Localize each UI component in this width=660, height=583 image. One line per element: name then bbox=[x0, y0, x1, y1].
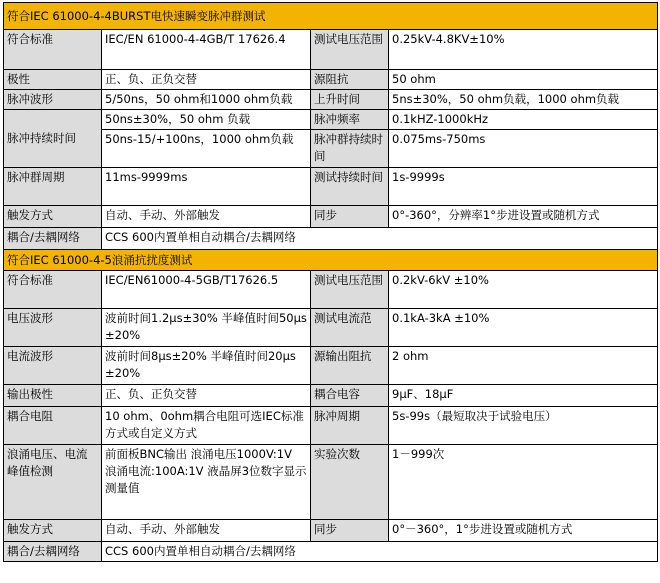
table-row bbox=[4, 206, 658, 228]
table-row bbox=[4, 110, 658, 130]
table-row bbox=[4, 445, 658, 520]
row-value: 自动、手动、外部触发 bbox=[102, 520, 311, 542]
table-row bbox=[4, 90, 658, 110]
row-label: 触发方式 bbox=[4, 520, 102, 542]
section-title: 符合IEC 61000-4-4BURST电快速瞬变脉冲群测试 bbox=[4, 3, 658, 30]
row-label: 脉冲群持续时间 bbox=[311, 130, 389, 168]
table-row bbox=[4, 271, 658, 309]
row-label: 浪涌电压、电流峰值检测 bbox=[4, 445, 102, 520]
row-label: 测试持续时间 bbox=[311, 168, 389, 206]
row-value: 0.075ms-750ms bbox=[389, 130, 658, 168]
row-value: 50ns±30%，50 ohm 负载 bbox=[102, 110, 311, 130]
row-label: 测试电压范围 bbox=[311, 271, 389, 309]
row-value: IEC/EN 61000-4-4GB/T 17626.4 bbox=[102, 30, 311, 70]
row-label: 输出极性 bbox=[4, 385, 102, 407]
row-label: 上升时间 bbox=[311, 90, 389, 110]
row-value: 0.25kV-4.8KV±10% bbox=[389, 30, 658, 70]
table-row bbox=[4, 228, 658, 250]
table-row bbox=[4, 30, 658, 70]
row-value: 0.1kA-3kA ±10% bbox=[389, 309, 658, 347]
row-value: 11ms-9999ms bbox=[102, 168, 311, 206]
row-value: 0.1kHZ-1000kHz bbox=[389, 110, 658, 130]
row-label: 脉冲群周期 bbox=[4, 168, 102, 206]
table-row bbox=[4, 385, 658, 407]
section-header bbox=[4, 250, 658, 271]
section-header bbox=[4, 3, 658, 30]
row-label: 电压波形 bbox=[4, 309, 102, 347]
row-label: 耦合/去耦网络 bbox=[4, 542, 102, 562]
row-value: 5s-99s（最短取决于试验电压） bbox=[389, 407, 658, 445]
row-value: 50ns-15/+100ns，1000 ohm负载 bbox=[102, 130, 311, 168]
row-label: 电流波形 bbox=[4, 347, 102, 385]
row-value: 9μF、18μF bbox=[389, 385, 658, 407]
row-value: 0°－360°，1°步进设置或随机方式 bbox=[389, 520, 658, 542]
row-label: 耦合/去耦网络 bbox=[4, 228, 102, 250]
row-label: 脉冲持续时间 bbox=[4, 110, 102, 168]
row-value: CCS 600内置单相自动耦合/去耦网络 bbox=[102, 542, 658, 562]
row-label: 源输出阻抗 bbox=[311, 347, 389, 385]
row-label: 同步 bbox=[311, 206, 389, 228]
table-row bbox=[4, 168, 658, 206]
row-label: 源阻抗 bbox=[311, 70, 389, 90]
row-label: 符合标准 bbox=[4, 271, 102, 309]
table-row bbox=[4, 542, 658, 562]
row-label: 测试电压范围 bbox=[311, 30, 389, 70]
table-row bbox=[4, 347, 658, 385]
table-row bbox=[4, 130, 658, 168]
row-label: 脉冲周期 bbox=[311, 407, 389, 445]
row-value: 10 ohm、0ohm耦合电阻可选IEC标准方式或自定义方式 bbox=[102, 407, 311, 445]
row-label: 同步 bbox=[311, 520, 389, 542]
row-value: 5/50ns，50 ohm和1000 ohm负载 bbox=[102, 90, 311, 110]
row-value: 0°-360°，分辨率1°步进设置或随机方式 bbox=[389, 206, 658, 228]
spec-table bbox=[3, 2, 658, 562]
row-label: 符合标准 bbox=[4, 30, 102, 70]
row-value: 前面板BNC输出 浪涌电压1000V:1V 浪涌电流:100A:1V 液晶屏3位数字显示测量值 bbox=[102, 445, 311, 520]
row-value: 1－999次 bbox=[389, 445, 658, 520]
row-value: IEC/EN61000-4-5GB/T17626.5 bbox=[102, 271, 311, 309]
row-value: 0.2kV-6kV ±10% bbox=[389, 271, 658, 309]
row-value: CCS 600内置单相自动耦合/去耦网络 bbox=[102, 228, 658, 250]
section-title: 符合IEC 61000-4-5浪涌抗扰度测试 bbox=[4, 250, 658, 271]
row-label: 极性 bbox=[4, 70, 102, 90]
table-row bbox=[4, 520, 658, 542]
row-value: 正、负、正负交替 bbox=[102, 385, 311, 407]
row-value: 5ns±30%，50 ohm负载，1000 ohm负载 bbox=[389, 90, 658, 110]
row-value: 1s-9999s bbox=[389, 168, 658, 206]
row-value: 波前时间8μs±20% 半峰值时间20μs±20% bbox=[102, 347, 311, 385]
row-value: 2 ohm bbox=[389, 347, 658, 385]
row-label: 耦合电阻 bbox=[4, 407, 102, 445]
row-label: 脉冲波形 bbox=[4, 90, 102, 110]
row-label: 脉冲频率 bbox=[311, 110, 389, 130]
row-value: 正、负、正负交替 bbox=[102, 70, 311, 90]
row-value: 波前时间1.2μs±30% 半峰值时间50μs±20% bbox=[102, 309, 311, 347]
table-row bbox=[4, 70, 658, 90]
row-label: 触发方式 bbox=[4, 206, 102, 228]
row-label: 耦合电容 bbox=[311, 385, 389, 407]
row-label: 测试电流范 bbox=[311, 309, 389, 347]
row-label: 实验次数 bbox=[311, 445, 389, 520]
row-value: 50 ohm bbox=[389, 70, 658, 90]
row-value: 自动、手动、外部触发 bbox=[102, 206, 311, 228]
table-row bbox=[4, 309, 658, 347]
table-row bbox=[4, 407, 658, 445]
